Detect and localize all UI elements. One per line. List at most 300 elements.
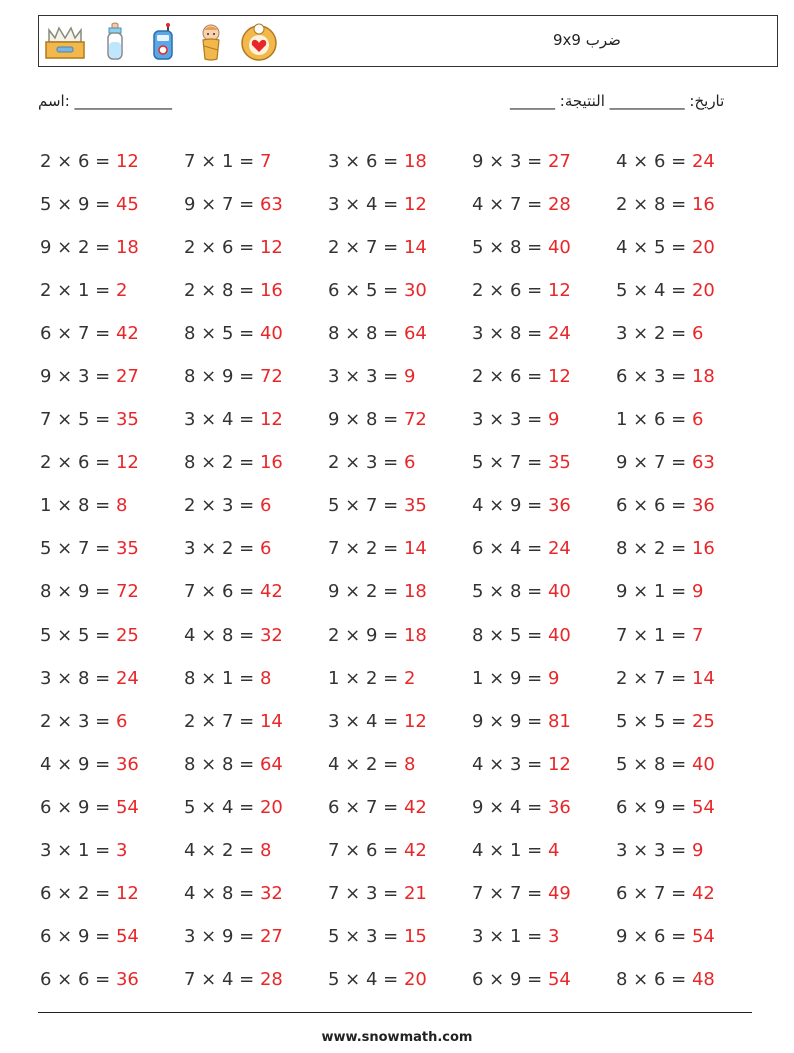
problem-answer: 35: [115, 409, 139, 431]
problem-question: 6 × 5 =: [328, 280, 404, 302]
problem-question: 5 × 5 =: [616, 710, 692, 732]
problem-question: 6 × 6 =: [40, 968, 116, 990]
problem-answer: 54: [691, 925, 715, 947]
problem-question: 3 × 3 =: [616, 839, 692, 861]
problem-question: 3 × 4 =: [328, 194, 404, 216]
problem-answer: 9: [547, 667, 560, 689]
bib-heart-icon: [239, 22, 279, 62]
problem-cell: [184, 926, 328, 947]
problem-row: [40, 527, 760, 570]
problem-cell: [40, 323, 184, 344]
problem-answer: 20: [691, 237, 715, 259]
problem-row: [40, 441, 760, 484]
problem-cell: [328, 969, 472, 990]
problem-answer: 24: [691, 151, 715, 173]
problem-question: 7 × 2 =: [328, 538, 404, 560]
problem-answer: 48: [691, 968, 715, 990]
problem-cell: [40, 538, 184, 559]
problem-row: [40, 786, 760, 829]
problem-cell: [472, 323, 616, 344]
problem-question: 3 × 6 =: [328, 151, 404, 173]
problem-question: 4 × 3 =: [472, 753, 548, 775]
problem-question: 8 × 9 =: [184, 366, 260, 388]
problem-question: 5 × 7 =: [40, 538, 116, 560]
problem-cell: [184, 581, 328, 602]
problem-question: 4 × 2 =: [328, 753, 404, 775]
problem-answer: 35: [547, 452, 571, 474]
problem-answer: 35: [403, 495, 427, 517]
date-score-field[interactable]: ______ :تاريخ: __________ النتيجة: [510, 92, 725, 110]
problem-cell: [472, 194, 616, 215]
problem-row: [40, 614, 760, 657]
problem-question: 3 × 3 =: [328, 366, 404, 388]
problem-answer: 36: [691, 495, 715, 517]
problem-answer: 81: [547, 710, 571, 732]
problem-cell: [328, 625, 472, 646]
problem-row: [40, 570, 760, 613]
problem-answer: 8: [259, 839, 272, 861]
problem-answer: 12: [403, 710, 427, 732]
problem-question: 2 × 7 =: [184, 710, 260, 732]
problem-answer: 2: [115, 280, 128, 302]
problem-answer: 9: [547, 409, 560, 431]
problem-answer: 40: [259, 323, 283, 345]
problem-question: 2 × 7 =: [616, 667, 692, 689]
problem-answer: 42: [691, 882, 715, 904]
problem-question: 8 × 1 =: [184, 667, 260, 689]
problem-question: 8 × 8 =: [184, 753, 260, 775]
problem-answer: 42: [403, 796, 427, 818]
problem-answer: 6: [691, 323, 704, 345]
baby-monitor-icon: [143, 22, 183, 62]
problem-cell: [616, 452, 760, 473]
problem-question: 8 × 8 =: [328, 323, 404, 345]
problem-answer: 30: [403, 280, 427, 302]
problem-cell: [40, 237, 184, 258]
problem-question: 1 × 6 =: [616, 409, 692, 431]
problem-question: 3 × 8 =: [40, 667, 116, 689]
problem-answer: 7: [259, 151, 272, 173]
problem-question: 9 × 6 =: [616, 925, 692, 947]
problem-question: 2 × 3 =: [184, 495, 260, 517]
problem-question: 9 × 3 =: [40, 366, 116, 388]
problem-cell: [616, 495, 760, 516]
problem-question: 7 × 6 =: [184, 581, 260, 603]
problem-row: [40, 872, 760, 915]
problem-answer: 18: [115, 237, 139, 259]
problem-answer: 42: [259, 581, 283, 603]
problem-answer: 8: [259, 667, 272, 689]
problem-question: 9 × 7 =: [616, 452, 692, 474]
problem-cell: [184, 754, 328, 775]
problem-question: 3 × 1 =: [40, 839, 116, 861]
problem-cell: [616, 668, 760, 689]
problem-cell: [184, 409, 328, 430]
problem-question: 5 × 3 =: [328, 925, 404, 947]
problem-answer: 6: [691, 409, 704, 431]
problem-answer: 16: [691, 194, 715, 216]
problem-question: 7 × 1 =: [616, 624, 692, 646]
problem-answer: 6: [403, 452, 416, 474]
problem-cell: [184, 151, 328, 172]
footer-divider: [38, 1012, 752, 1013]
problem-cell: [184, 883, 328, 904]
problem-question: 9 × 9 =: [472, 710, 548, 732]
problem-answer: 14: [403, 237, 427, 259]
problem-answer: 35: [115, 538, 139, 560]
problem-cell: [328, 409, 472, 430]
problem-cell: [40, 581, 184, 602]
problem-question: 7 × 4 =: [184, 968, 260, 990]
problem-question: 5 × 4 =: [616, 280, 692, 302]
problem-cell: [184, 495, 328, 516]
problem-cell: [328, 237, 472, 258]
problem-question: 2 × 6 =: [40, 452, 116, 474]
problem-cell: [40, 969, 184, 990]
problem-answer: 2: [403, 667, 416, 689]
problem-cell: [40, 194, 184, 215]
problem-cell: [40, 151, 184, 172]
problem-answer: 40: [547, 237, 571, 259]
problem-question: 6 × 7 =: [328, 796, 404, 818]
problem-question: 3 × 1 =: [472, 925, 548, 947]
problem-cell: [472, 581, 616, 602]
problem-question: 3 × 4 =: [184, 409, 260, 431]
problem-answer: 20: [691, 280, 715, 302]
problem-cell: [40, 883, 184, 904]
problem-question: 6 × 2 =: [40, 882, 116, 904]
problem-answer: 64: [259, 753, 283, 775]
problem-answer: 42: [403, 839, 427, 861]
problem-answer: 9: [691, 581, 704, 603]
problem-answer: 12: [547, 280, 571, 302]
problem-row: [40, 829, 760, 872]
problem-question: 2 × 6 =: [40, 151, 116, 173]
problem-question: 6 × 6 =: [616, 495, 692, 517]
problem-cell: [40, 280, 184, 301]
problem-answer: 12: [259, 237, 283, 259]
problem-question: 6 × 4 =: [472, 538, 548, 560]
problem-cell: [328, 366, 472, 387]
problem-answer: 12: [547, 753, 571, 775]
problem-cell: [472, 797, 616, 818]
problem-answer: 36: [115, 753, 139, 775]
problem-question: 5 × 5 =: [40, 624, 116, 646]
problem-answer: 12: [115, 882, 139, 904]
problem-row: [40, 312, 760, 355]
problem-question: 4 × 9 =: [40, 753, 116, 775]
problem-answer: 72: [259, 366, 283, 388]
problem-cell: [616, 151, 760, 172]
problem-answer: 63: [691, 452, 715, 474]
problem-question: 6 × 9 =: [616, 796, 692, 818]
problem-question: 2 × 3 =: [40, 710, 116, 732]
problem-answer: 27: [547, 151, 571, 173]
problem-question: 5 × 8 =: [472, 581, 548, 603]
problem-cell: [40, 409, 184, 430]
problem-cell: [184, 538, 328, 559]
problem-question: 6 × 7 =: [40, 323, 116, 345]
problem-answer: 6: [259, 538, 272, 560]
problem-cell: [40, 668, 184, 689]
problem-answer: 6: [115, 710, 128, 732]
problem-answer: 36: [547, 495, 571, 517]
baby-bottle-icon: [95, 22, 135, 62]
problem-cell: [40, 495, 184, 516]
problem-question: 8 × 5 =: [184, 323, 260, 345]
problem-answer: 14: [403, 538, 427, 560]
problem-answer: 28: [259, 968, 283, 990]
problem-cell: [328, 840, 472, 861]
problem-answer: 12: [403, 194, 427, 216]
problem-cell: [616, 409, 760, 430]
problem-cell: [184, 668, 328, 689]
problem-answer: 16: [259, 452, 283, 474]
problem-answer: 54: [691, 796, 715, 818]
problem-cell: [40, 840, 184, 861]
problem-cell: [616, 797, 760, 818]
problem-cell: [328, 581, 472, 602]
problem-cell: [472, 754, 616, 775]
problem-answer: 63: [259, 194, 283, 216]
problem-question: 4 × 6 =: [616, 151, 692, 173]
problem-cell: [328, 280, 472, 301]
problem-answer: 49: [547, 882, 571, 904]
problem-row: [40, 743, 760, 786]
problem-cell: [616, 625, 760, 646]
problem-question: 3 × 2 =: [616, 323, 692, 345]
problem-cell: [328, 452, 472, 473]
problem-question: 6 × 7 =: [616, 882, 692, 904]
problem-cell: [184, 366, 328, 387]
name-field[interactable]: اسم: _____________: [38, 92, 173, 110]
problem-question: 3 × 8 =: [472, 323, 548, 345]
footer-url[interactable]: www.snowmath.com: [321, 1030, 473, 1045]
problem-cell: [40, 926, 184, 947]
problem-answer: 32: [259, 624, 283, 646]
problem-grid: [40, 140, 760, 1001]
problem-cell: [184, 452, 328, 473]
problem-cell: [328, 495, 472, 516]
problem-cell: [184, 711, 328, 732]
problem-cell: [328, 926, 472, 947]
problem-cell: [616, 969, 760, 990]
problem-answer: 12: [115, 452, 139, 474]
problem-cell: [616, 581, 760, 602]
problem-answer: 15: [403, 925, 427, 947]
problem-question: 3 × 2 =: [184, 538, 260, 560]
problem-answer: 21: [403, 882, 427, 904]
problem-answer: 8: [403, 753, 416, 775]
problem-cell: [328, 711, 472, 732]
problem-answer: 28: [547, 194, 571, 216]
problem-question: 7 × 6 =: [328, 839, 404, 861]
problem-row: [40, 269, 760, 312]
problem-answer: 18: [403, 581, 427, 603]
problem-cell: [328, 883, 472, 904]
problem-cell: [328, 754, 472, 775]
problem-question: 4 × 1 =: [472, 839, 548, 861]
problem-question: 2 × 8 =: [616, 194, 692, 216]
problem-answer: 45: [115, 194, 139, 216]
problem-cell: [40, 711, 184, 732]
problem-row: [40, 657, 760, 700]
problem-question: 8 × 2 =: [616, 538, 692, 560]
problem-question: 1 × 2 =: [328, 667, 404, 689]
problem-cell: [184, 280, 328, 301]
problem-cell: [616, 883, 760, 904]
problem-answer: 25: [115, 624, 139, 646]
problem-row: [40, 484, 760, 527]
problem-cell: [40, 797, 184, 818]
problem-cell: [472, 969, 616, 990]
problem-answer: 36: [115, 968, 139, 990]
problem-question: 6 × 9 =: [40, 925, 116, 947]
problem-answer: 27: [259, 925, 283, 947]
problem-cell: [40, 625, 184, 646]
problem-question: 4 × 8 =: [184, 624, 260, 646]
problem-cell: [40, 452, 184, 473]
problem-question: 4 × 8 =: [184, 882, 260, 904]
problem-answer: 8: [115, 495, 128, 517]
problem-question: 5 × 7 =: [328, 495, 404, 517]
problem-question: 3 × 4 =: [328, 710, 404, 732]
problem-cell: [184, 797, 328, 818]
worksheet-header: [38, 15, 778, 67]
problem-question: 7 × 7 =: [472, 882, 548, 904]
problem-question: 2 × 7 =: [328, 237, 404, 259]
problem-cell: [616, 926, 760, 947]
problem-question: 4 × 9 =: [472, 495, 548, 517]
problem-row: [40, 140, 760, 183]
problem-question: 1 × 9 =: [472, 667, 548, 689]
problem-answer: 14: [259, 710, 283, 732]
problem-answer: 32: [259, 882, 283, 904]
problem-answer: 40: [547, 581, 571, 603]
problem-cell: [472, 495, 616, 516]
problem-cell: [184, 237, 328, 258]
problem-answer: 12: [259, 409, 283, 431]
problem-cell: [472, 625, 616, 646]
problem-question: 9 × 2 =: [328, 581, 404, 603]
problem-answer: 40: [547, 624, 571, 646]
problem-answer: 24: [115, 667, 139, 689]
problem-answer: 18: [691, 366, 715, 388]
problem-answer: 16: [259, 280, 283, 302]
problem-question: 9 × 8 =: [328, 409, 404, 431]
problem-cell: [40, 754, 184, 775]
problem-answer: 9: [403, 366, 416, 388]
problem-cell: [472, 280, 616, 301]
problem-cell: [472, 926, 616, 947]
problem-row: [40, 915, 760, 958]
problem-cell: [472, 452, 616, 473]
problem-row: [40, 700, 760, 743]
problem-question: 4 × 7 =: [472, 194, 548, 216]
problem-answer: 18: [403, 151, 427, 173]
problem-answer: 40: [691, 753, 715, 775]
problem-cell: [184, 969, 328, 990]
problem-answer: 54: [115, 796, 139, 818]
problem-answer: 18: [403, 624, 427, 646]
problem-answer: 25: [691, 710, 715, 732]
problem-cell: [616, 323, 760, 344]
problem-question: 2 × 6 =: [472, 280, 548, 302]
problem-cell: [616, 237, 760, 258]
problem-cell: [616, 194, 760, 215]
problem-cell: [616, 840, 760, 861]
problem-question: 2 × 9 =: [328, 624, 404, 646]
problem-cell: [616, 538, 760, 559]
problem-question: 5 × 7 =: [472, 452, 548, 474]
problem-question: 6 × 3 =: [616, 366, 692, 388]
problem-question: 8 × 2 =: [184, 452, 260, 474]
swaddled-baby-icon: [191, 22, 231, 62]
problem-cell: [40, 366, 184, 387]
problem-answer: 54: [115, 925, 139, 947]
problem-question: 2 × 6 =: [184, 237, 260, 259]
problem-row: [40, 226, 760, 269]
problem-question: 9 × 2 =: [40, 237, 116, 259]
problem-cell: [184, 323, 328, 344]
problem-question: 9 × 3 =: [472, 151, 548, 173]
worksheet-title: ضرب 9x9: [553, 31, 621, 49]
header-icons: [43, 20, 279, 64]
problem-question: 2 × 3 =: [328, 452, 404, 474]
problem-question: 2 × 8 =: [184, 280, 260, 302]
problem-answer: 3: [547, 925, 560, 947]
problem-question: 4 × 5 =: [616, 237, 692, 259]
problem-question: 5 × 4 =: [184, 796, 260, 818]
problem-question: 8 × 5 =: [472, 624, 548, 646]
problem-answer: 7: [691, 624, 704, 646]
problem-question: 5 × 8 =: [472, 237, 548, 259]
problem-cell: [472, 668, 616, 689]
problem-question: 5 × 9 =: [40, 194, 116, 216]
problem-answer: 54: [547, 968, 571, 990]
problem-cell: [472, 366, 616, 387]
problem-cell: [328, 668, 472, 689]
problem-question: 4 × 2 =: [184, 839, 260, 861]
problem-question: 3 × 3 =: [472, 409, 548, 431]
problem-cell: [472, 538, 616, 559]
problem-question: 6 × 9 =: [472, 968, 548, 990]
problem-question: 9 × 1 =: [616, 581, 692, 603]
problem-question: 3 × 9 =: [184, 925, 260, 947]
problem-answer: 24: [547, 323, 571, 345]
problem-cell: [472, 883, 616, 904]
problem-cell: [184, 194, 328, 215]
problem-question: 7 × 5 =: [40, 409, 116, 431]
problem-cell: [616, 366, 760, 387]
problem-cell: [328, 538, 472, 559]
problem-answer: 12: [547, 366, 571, 388]
problem-answer: 64: [403, 323, 427, 345]
problem-cell: [472, 409, 616, 430]
problem-answer: 42: [115, 323, 139, 345]
problem-question: 1 × 8 =: [40, 495, 116, 517]
problem-answer: 6: [259, 495, 272, 517]
problem-question: 5 × 8 =: [616, 753, 692, 775]
problem-question: 2 × 6 =: [472, 366, 548, 388]
problem-cell: [472, 151, 616, 172]
problem-answer: 72: [115, 581, 139, 603]
problem-answer: 12: [115, 151, 139, 173]
problem-cell: [328, 323, 472, 344]
problem-cell: [472, 840, 616, 861]
problem-question: 7 × 1 =: [184, 151, 260, 173]
problem-question: 2 × 1 =: [40, 280, 116, 302]
